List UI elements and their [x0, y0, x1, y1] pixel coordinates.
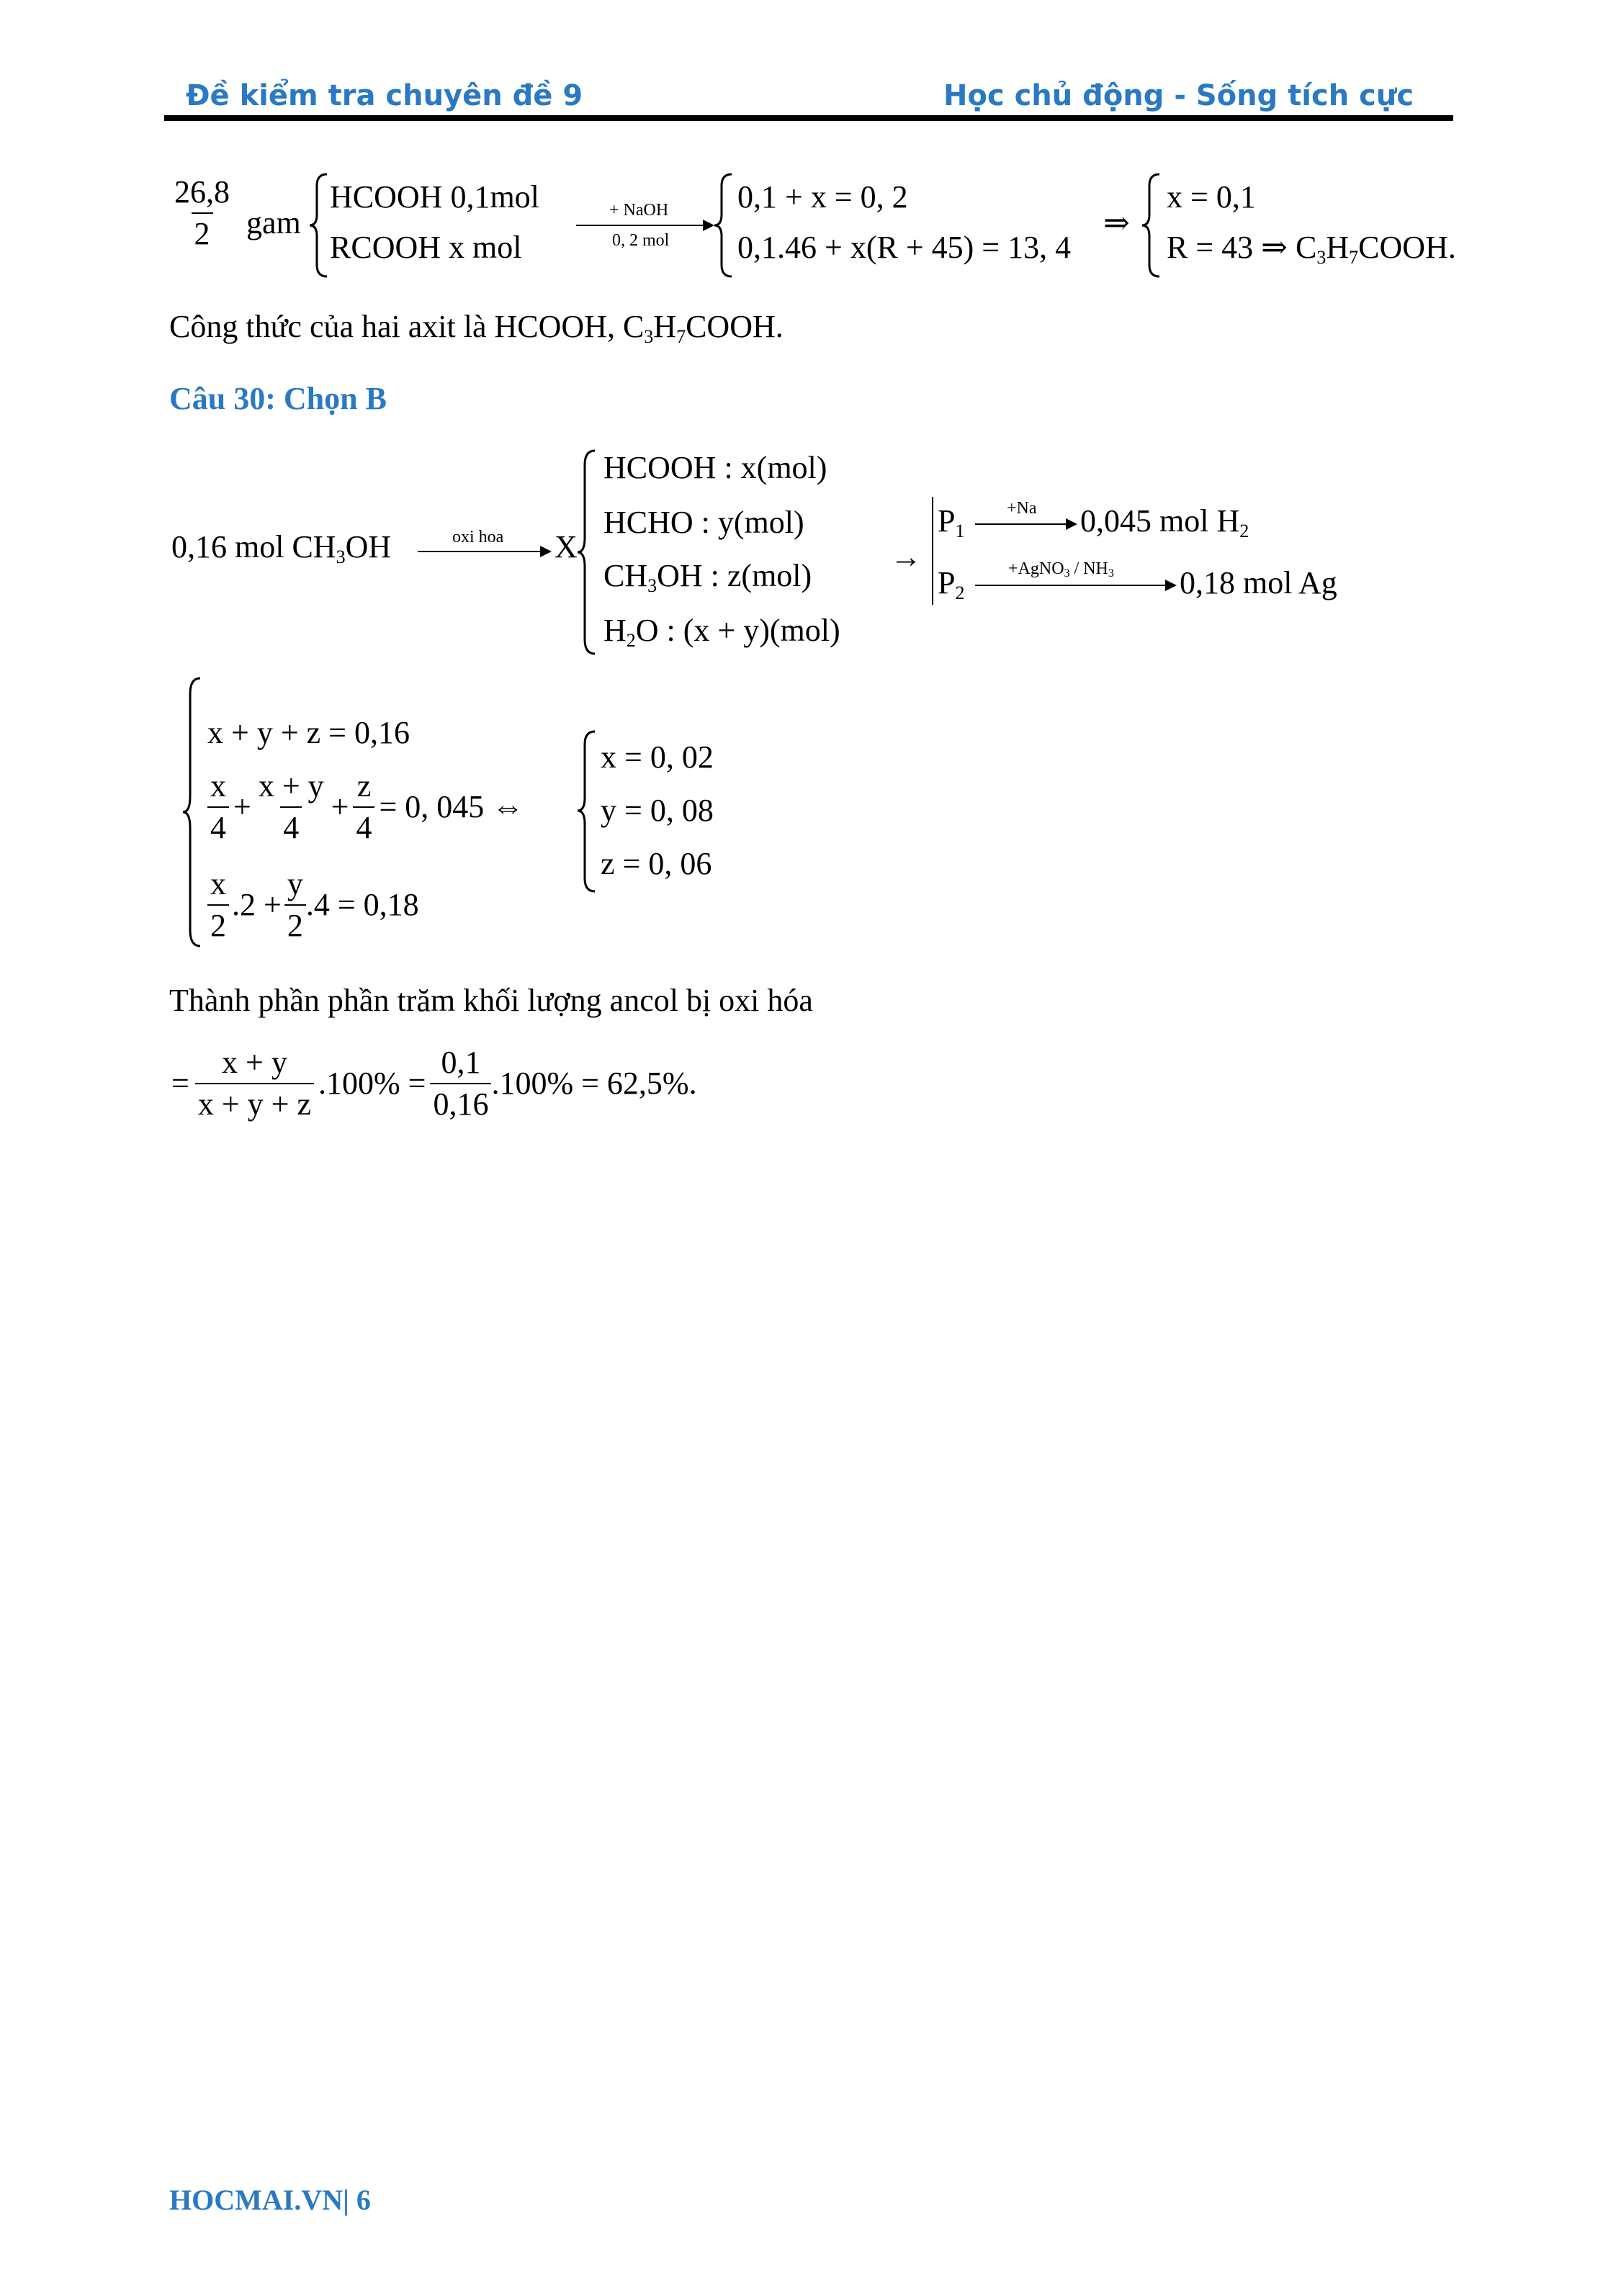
na-label: +Na: [1007, 499, 1037, 518]
reaction-arrow: [576, 225, 713, 226]
gam-label: gam: [246, 205, 301, 240]
header-left: Đề kiểm tra chuyên đề 9: [186, 79, 583, 112]
naoh-label: + NaOH: [609, 201, 669, 220]
percent-statement: Thành phần phần trăm khối lượng ancol bị oxi hóa: [169, 983, 813, 1018]
question-30-title: Câu 30: Chọn B: [169, 381, 387, 416]
ag-result: 0,18 mol Ag: [1180, 565, 1337, 600]
middle-brace: [713, 171, 735, 279]
equation-2: 0,1.46 + x(R + 45) = 13, 4: [737, 230, 1072, 265]
mixture-h2o: $H_2O$ : (x + y)(mol): [603, 613, 840, 651]
portion-p2: $P_2$: [938, 565, 965, 603]
split-arrow: →: [890, 539, 922, 575]
acid-line-2: RCOOH x mol: [330, 230, 522, 265]
equation-ag: $\frac{x}{2}$ .2 + $\frac{y}{2}$ .4 = 0,18: [207, 868, 419, 942]
conclusion: Công thức của hai axit là HCOOH, $C_3H_7COOH$.: [169, 309, 784, 347]
solution-z: z = 0, 06: [601, 846, 712, 881]
oxidation-arrow: [418, 551, 550, 552]
split-bar: [932, 497, 933, 605]
oxidation-label: oxi hoa: [452, 528, 504, 546]
result-x: x = 0,1: [1167, 179, 1256, 215]
header-right: Học chủ động - Sống tích cực: [943, 79, 1414, 112]
methanol-start: 0,16 mol $CH_3OH$: [171, 529, 392, 567]
na-arrow: [975, 523, 1076, 525]
portion-p1: $P_1$: [938, 503, 965, 541]
mass-fraction: $\frac{26,8}{2}$: [174, 174, 230, 251]
percent-calculation: = $\frac{x + y}{x + y + z}$ .100% = $\frac{0,1}{0,16}$ .100% = 62,5%.: [171, 1045, 697, 1122]
result-r: R = 43 ⇒ $C_3H_7COOH$.: [1167, 230, 1456, 268]
equation-1: 0,1 + x = 0, 2: [737, 179, 908, 215]
equations-brace: [181, 675, 203, 949]
mixture-brace: [576, 448, 598, 657]
h2-result: 0,045 mol $H_2$: [1080, 503, 1249, 541]
left-brace: [308, 171, 330, 279]
mixture-hcho: HCHO : y(mol): [603, 505, 804, 540]
equation-h2: $\frac{x}{4}$ + $\frac{x + y}{4}$ + $\frac{z}{4}$ = 0, 045 ⇔: [207, 770, 524, 844]
right-brace: [1141, 171, 1162, 279]
naoh-amount: 0, 2 mol: [612, 231, 670, 250]
mixture-x: X: [555, 529, 578, 564]
solution-y: y = 0, 08: [601, 793, 714, 828]
footer-page: HOCMAI.VN| 6: [169, 2184, 371, 2216]
solution-x: x = 0, 02: [601, 739, 714, 775]
agno3-label: +AgNO$_3$ / $NH_3$: [1008, 559, 1114, 580]
mixture-hcooh: HCOOH : x(mol): [603, 450, 827, 485]
header-rule: [164, 115, 1453, 121]
agno3-arrow: [975, 585, 1175, 586]
equation-sum: x + y + z = 0,16: [207, 715, 410, 750]
solution-brace: [576, 729, 598, 894]
acid-line-1: HCOOH 0,1mol: [330, 179, 539, 215]
mixture-ch3oh: $CH_3OH$ : z(mol): [603, 558, 812, 596]
implies-arrow: ⇒: [1103, 205, 1130, 240]
